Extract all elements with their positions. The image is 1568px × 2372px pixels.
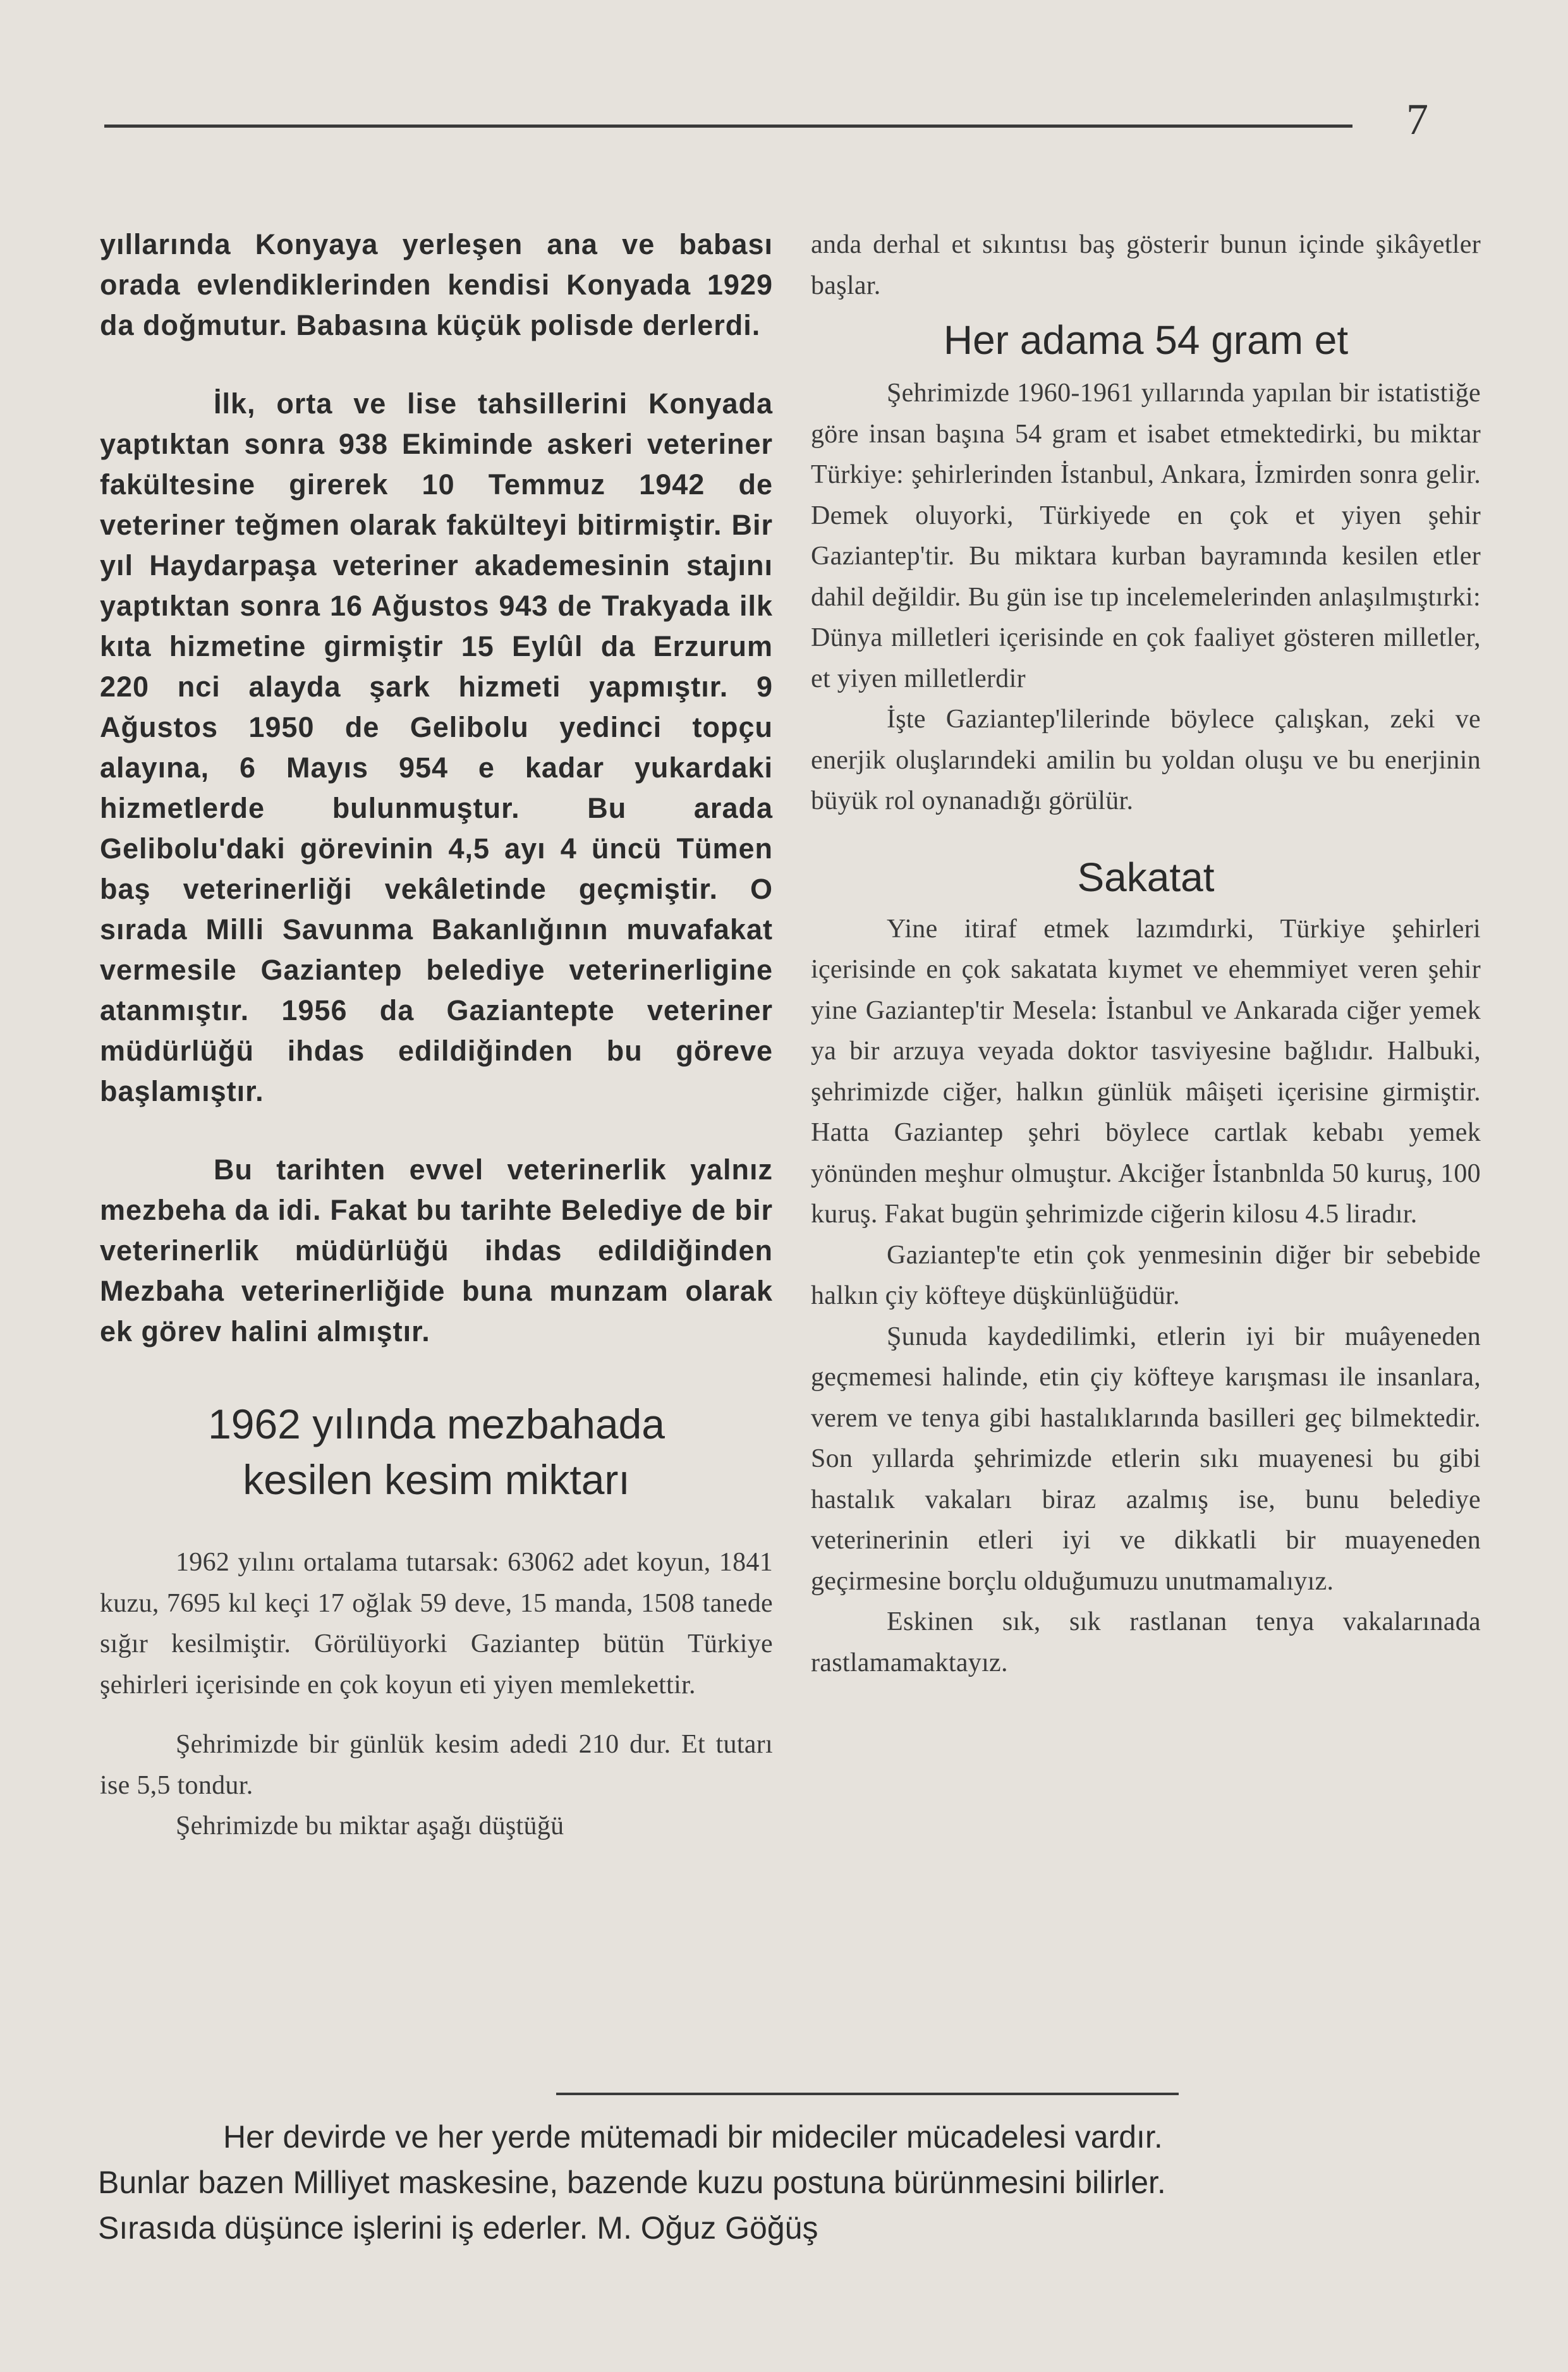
paragraph: Şunuda kaydedilimki, etlerin iyi bir muâyeneden geçmemesi halinde, etin çiy köfteye karışması ile insanlara, verem ve tenya gibi hastalıklarında basilleri geç bilmektedir. Son yıllarda şehrimizde etlerin sıkı muayenesi bu gibi hastalık vakaları biraz azalmış ise, bunu belediye veterinerinin etleri iyi ve dikkatli bir muayeneden geçirmesine borçlu olduğumuzu unutmamalıyız. [811, 1322, 1481, 1596]
quote-line: Her devirde ve her yerde mütemadi bir mideciler mücadelesi vardır. [223, 2119, 1163, 2155]
paragraph: Eskinen sık, sık rastlanan tenya vakalarınada rastlamamaktayız. [811, 1607, 1481, 1677]
page-number: 7 [1406, 95, 1428, 144]
section-heading [100, 1396, 773, 1507]
bottom-rule [556, 2093, 1179, 2095]
paragraph: Şehrimizde 1960-1961 yıllarında yapılan bir istatistiğe göre insan başına 54 gram et isabet etmektedirki, bu miktar Türkiye: şehirlerinden İstanbul, Ankara, İzmirden sonra gelir. Demek oluyorki, Türkiyede en çok et yiyen şehir Gaziantep'tir. Bu miktara kurban bayramında kesilen etler dahil değildir. Bu gün ise tıp incelemelerinden anlaşılmıştırki: Dünya milletleri içerisinde en çok faaliyet gösteren milletler, et yiyen milletlerdir [811, 379, 1481, 693]
paragraph: Yine itiraf etmek lazımdırki, Türkiye şehirleri içerisinde en çok sakatata kıymet ve ehemmiyet veren şehir yine Gaziantep'tir Meselа: İstanbul ve Ankarada ciğer yemek ya bir arzuya veyada doktor tasviyesine bağlıdır. Halbuki, şehrimizde ciğer, halkın günlük mâişeti içerisine girmiştir. Hatta Gaziantep şehri böylece cartlak kebabı yemek yönünden meşhur olmuştur. Akciğer İstanbnlda 50 kuruş, 100 kuruş. Fakat bugün şehrimizde ciğerin kilosu 4.5 liradır. [811, 914, 1481, 1229]
footer-quote [98, 2114, 1469, 2251]
paragraph: anda derhal et sıkıntısı baş gösterir bunun içinde şikâyetler başlar. [811, 230, 1481, 300]
quote-line: Sırasıda düşünce işlerini iş ederler. [98, 2210, 588, 2246]
spacer [100, 346, 773, 384]
spacer [100, 1112, 773, 1150]
left-column [100, 224, 773, 1847]
paragraph: İşte Gaziantep'lilerinde böylece çalışkan, zeki ve enerjik oluşlarındeki amilin bu yoldan oluşu ve bu enerjinin büyük rol oynanadığı görülür. [811, 705, 1481, 815]
paragraph: Gaziantep'te etin çok yenmesinin diğer bir sebebide halkın çiy köfteye düşkünlüğüdür. [811, 1240, 1481, 1310]
quote-author: M. Oğuz Göğüş [597, 2210, 818, 2246]
quote-line: Bunlar bazen Milliyet maskesine, bazende kuzu postuna bürünmesini bilirler. [98, 2165, 1166, 2200]
spacer [100, 1705, 773, 1724]
top-rule [104, 125, 1352, 128]
heading-line: 1962 yılında mezbahada [208, 1401, 665, 1447]
quote-last-line [98, 2205, 1337, 2251]
section-heading: Her adama 54 gram et [943, 317, 1349, 363]
paragraph: Bu tarihten evvel veterinerlik yalnız mezbeha da idi. Fakat bu tarihte Belediye de bir veterinerlik müdürlüğü ihdas edildiğinden Mezbaha veterinerliğide buna munzam olarak ek görev halini almıştır. [100, 1153, 773, 1347]
right-column [811, 224, 1481, 1683]
paragraph: Şehrimizde bu miktar aşağı düştüğü [176, 1811, 564, 1840]
section-heading: Sakatat [1077, 854, 1215, 900]
paragraph: yıllarında Konyaya yerleşen ana ve babası orada evlendiklerinden kendisi Konyada 1929 da doğmutur. Babasına küçük polisde derlerdi. [100, 228, 773, 341]
paragraph: 1962 yılını ortalama tutarsak: 63062 adet koyun, 1841 kuzu, 7695 kıl keçi 17 oğlak 59 deve, 15 manda, 1508 tanede sığır kesilmiştir. Görülüyorki Gaziantep bütün Türkiye şehirleri içerisinde en çok koyun eti yiyen memlekettir. [100, 1548, 773, 1700]
paragraph: Şehrimizde bir günlük kesim adedi 210 dur. Et tutarı ise 5,5 tondur. [100, 1730, 773, 1800]
heading-line: kesilen kesim miktarı [243, 1456, 630, 1503]
paragraph: İlk, orta ve lise tahsillerini Konyada yaptıktan sonra 938 Ekiminde askeri veteriner fakültesine girerek 10 Temmuz 1942 de veteriner teğmen olarak fakülteyi bitirmiştir. Bir yıl Haydarpaşa veteriner akademesinin stajını yaptıktan sonra 16 Ağustos 943 de Trakyada ilk kıta hizmetine girmiştir 15 Eylûl da Erzurum 220 nci alayda şark hizmeti yapmıştır. 9 Ağustos 1950 de Gelibolu yedinci topçu alayına, 6 Mayıs 954 e kadar yukardaki hizmetlerde bulunmuştur. Bu arada Gelibolu'daki görevinin 4,5 ayı 4 üncü Tümen baş veterinerliği vekâletinde geçmiştir. O sırada Milli Savunma Bakanlığının muvafakat vermesile Gaziantep belediye veterinerligine atanmıştır. 1956 da Gaziantepte veteriner müdürlüğü ihdas edildiğinden bu göreve başlamıştır. [100, 387, 773, 1107]
